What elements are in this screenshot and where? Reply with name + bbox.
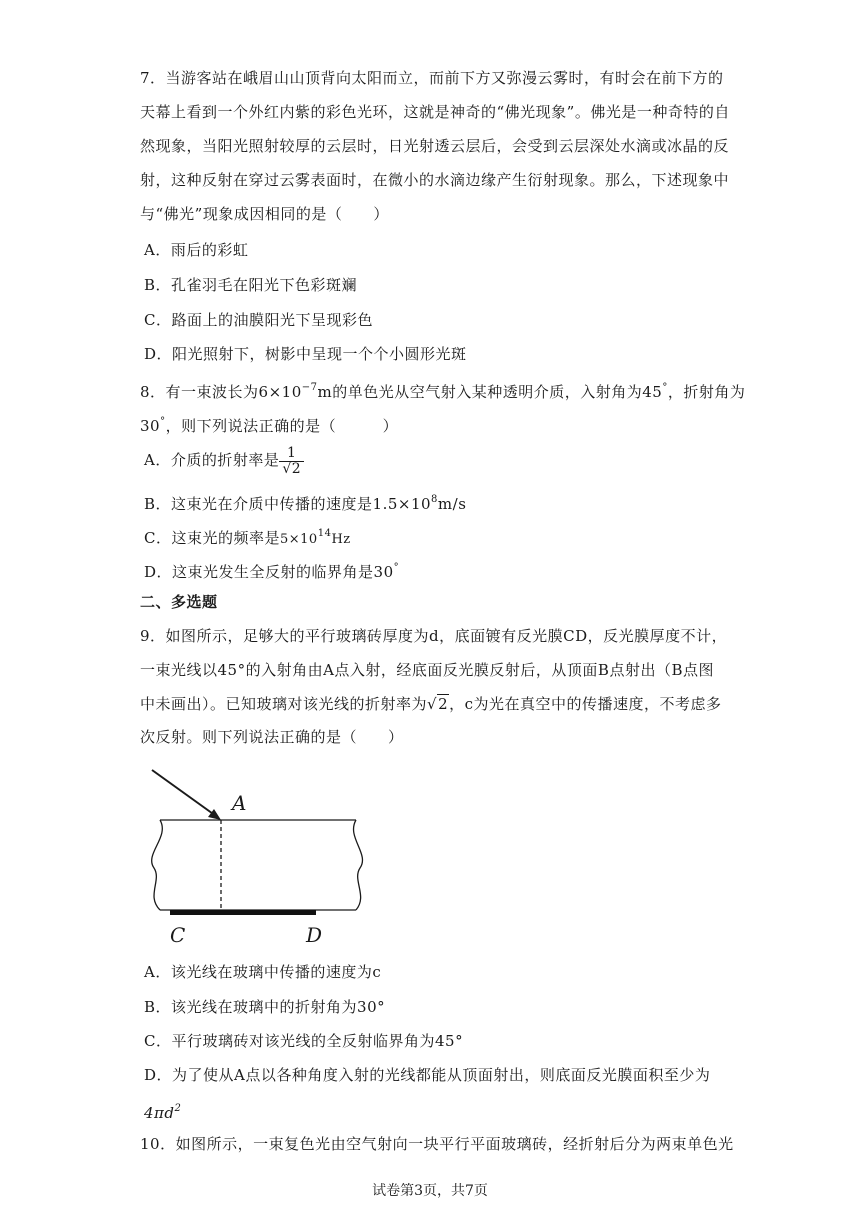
q8-option-c <box>144 524 724 550</box>
fraction-numerator: 1 <box>279 446 304 462</box>
left-break-line <box>152 820 163 910</box>
q8-wavelength-exp: −7 <box>301 382 318 393</box>
q8-option-a <box>144 443 724 477</box>
fraction-denominator: √2 <box>282 460 302 477</box>
q8-text-c: ，折射角为 <box>667 383 746 401</box>
q7-option-b: B．孔雀羽毛在阳光下色彩斑斓 <box>144 276 358 294</box>
q9-line-3-rest: ，c为光在真空中的传播速度，不考虑多 <box>449 695 722 713</box>
q8-line-1 <box>140 378 746 402</box>
fraction <box>279 446 304 477</box>
q9-option-c: C．平行玻璃砖对该光线的全反射临界角为45° <box>144 1032 464 1050</box>
q9-line-3 <box>140 694 720 714</box>
q7-option-c: C．路面上的油膜阳光下呈现彩色 <box>144 311 373 329</box>
label-c: C <box>170 923 186 947</box>
q7-option-d: D．阳光照射下，树影中呈现一个个小圆形光斑 <box>144 345 467 363</box>
right-break-line <box>354 820 363 910</box>
q9-area-exp: 2 <box>174 1103 182 1114</box>
reflective-film-cd <box>170 910 316 915</box>
q8-frequency-unit: Hz <box>331 532 351 547</box>
q9-option-d-cont <box>144 1099 724 1123</box>
radicand: 2 <box>438 695 449 713</box>
q8-text: 8．有一束波长为 <box>140 383 259 401</box>
degree-symbol: ° <box>393 562 400 573</box>
q8-question: ，则下列说法正确的是（ ） <box>165 417 399 435</box>
q8-option-b-unit: m/s <box>437 495 467 513</box>
degree-symbol: ° <box>662 382 668 393</box>
sqrt-expression: √2 <box>427 695 449 713</box>
q8-line-2 <box>140 412 720 436</box>
q7-line-2: 天幕上看到一个外红内紫的彩色光环，这就是神奇的“佛光现象”。佛光是一种奇特的自 <box>140 103 730 121</box>
q9-line-3-text: 中未画出）。已知玻璃对该光线的折射率为 <box>140 695 428 713</box>
section-title: 二、多选题 <box>140 593 218 611</box>
q8-frequency-exp: 14 <box>317 528 332 539</box>
q8-wavelength: 6×10 <box>258 383 302 401</box>
q9-option-b: B．该光线在玻璃中的折射角为30° <box>144 998 386 1016</box>
q8-option-d <box>144 558 724 582</box>
q9-area-expression: 4πd <box>144 1104 175 1122</box>
q9-line-4: 次反射。则下列说法正确的是（ ） <box>140 728 404 746</box>
q8-option-b-text: B．这束光在介质中传播的速度是1.5×10 <box>144 495 432 513</box>
q7-line-3: 然现象，当阳光照射较厚的云层时，日光射透云层后，会受到云层深处水滴或冰晶的反 <box>140 137 730 155</box>
label-d: D <box>306 923 323 947</box>
degree-symbol: ° <box>160 416 166 427</box>
incident-ray <box>152 770 216 816</box>
q7-line-4: 射，这种反射在穿过云雾表面时，在微小的水滴边缘产生衍射现象。那么，下述现象中 <box>140 171 730 189</box>
q10-line-1: 10．如图所示，一束复色光由空气射向一块平行平面玻璃砖，经折射后分为两束单色光 <box>140 1135 734 1153</box>
q7-line-5: 与“佛光”现象成因相同的是（ ） <box>140 205 389 223</box>
q8-option-b <box>144 490 724 514</box>
q8-option-d-text: D．这束光发生全反射的临界角是30 <box>144 563 394 581</box>
page-footer: 试卷第3页，共7页 <box>372 1183 488 1199</box>
q8-option-c-text: C．这束光的频率是 <box>144 529 280 547</box>
q8-text-b: 的单色光从空气射入某种透明介质，入射角为45 <box>332 383 663 401</box>
q8-angle: 30 <box>140 417 161 435</box>
q8-option-a-text: A．介质的折射率是 <box>144 451 280 469</box>
q9-line-2: 一束光线以45°的入射角由A点入射，经底面反光膜反射后，从顶面B点射出（B点图 <box>140 661 714 679</box>
q9-option-d: D．为了使从A点以各种角度入射的光线都能从顶面射出，则底面反光膜面积至少为 <box>144 1066 711 1084</box>
q9-option-a: A．该光线在玻璃中传播的速度为c <box>144 963 382 981</box>
q8-option-b-exp: 8 <box>431 494 438 505</box>
q8-unit: m <box>317 383 333 401</box>
label-a: A <box>232 791 247 815</box>
q8-frequency: 5×10 <box>279 532 318 547</box>
radicand: 2 <box>291 460 302 477</box>
q7-line-1: 7．当游客站在峨眉山山顶背向太阳而立，而前下方又弥漫云雾时，有时会在前下方的 <box>140 69 724 87</box>
q7-option-a: A．雨后的彩虹 <box>144 241 249 259</box>
glass-brick-figure <box>140 762 380 952</box>
q9-line-1: 9．如图所示，足够大的平行玻璃砖厚度为d，底面镀有反光膜CD，反光膜厚度不计， <box>140 627 728 645</box>
